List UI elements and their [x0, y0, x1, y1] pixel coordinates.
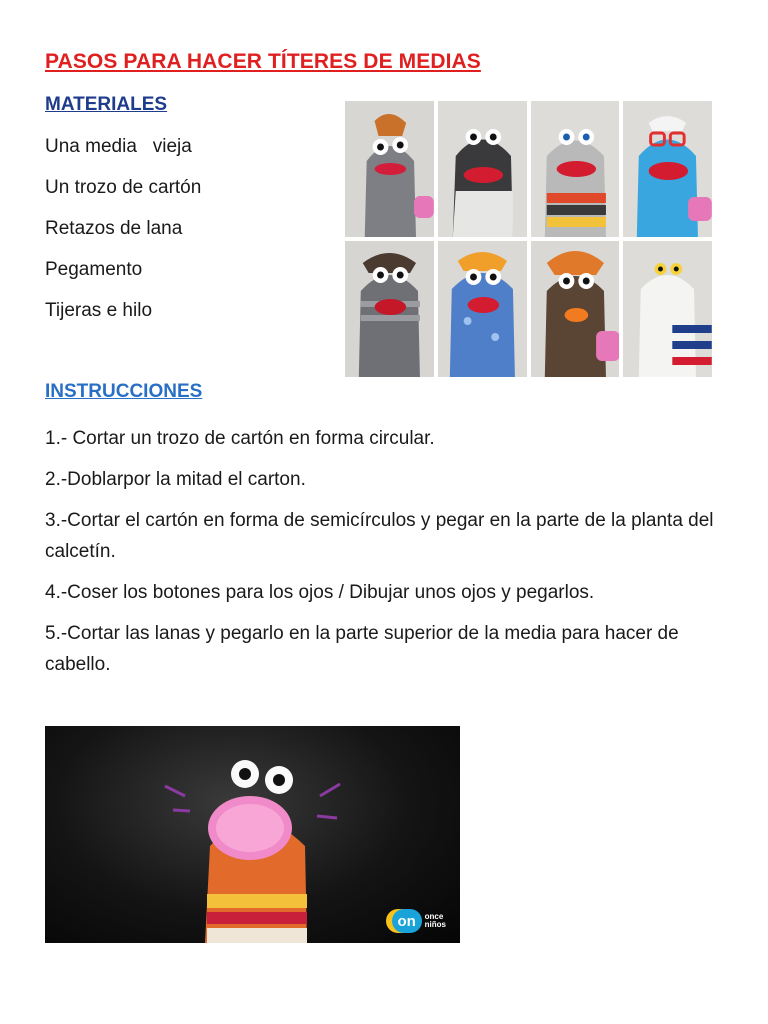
instruction-step: 5.-Cortar las lanas y pegarlo en la parte superior de la media para hacer de cabello.	[45, 623, 679, 675]
puppet-photo	[438, 241, 527, 377]
channel-logo-line1: once	[424, 912, 444, 921]
material-item: Pegamento	[45, 259, 143, 280]
material-item: Una media vieja	[45, 136, 192, 157]
material-item: Retazos de lana	[45, 218, 183, 239]
instruction-step: 2.-Doblarpor la mitad el carton.	[45, 469, 306, 490]
puppet-photo	[531, 241, 620, 377]
puppet-photo	[623, 241, 712, 377]
puppet-photo	[345, 241, 434, 377]
instructions-list	[45, 423, 725, 690]
material-item: Tijeras e hilo	[45, 300, 153, 321]
puppet-photo	[345, 101, 434, 237]
puppet-photo	[531, 101, 620, 237]
puppet-photo	[623, 101, 712, 237]
page-title: PASOS PARA HACER TÍTERES DE MEDIAS	[45, 50, 481, 73]
instruction-step: 3.-Cortar el cartón en forma de semicírculos y pegar en la parte de la planta del calcetín.	[45, 510, 714, 562]
instruction-step: 4.-Coser los botones para los ojos / Dibujar unos ojos y pegarlos.	[45, 582, 595, 603]
materials-heading: MATERIALES	[45, 94, 168, 115]
puppet-video-still	[45, 726, 460, 943]
materials-list	[45, 133, 201, 338]
puppet-photo-grid	[345, 101, 712, 377]
channel-logo	[392, 909, 446, 933]
instructions-heading: INSTRUCCIONES	[45, 381, 203, 402]
instruction-step: 1.- Cortar un trozo de cartón en forma circular.	[45, 428, 435, 449]
channel-logo-mark: on	[392, 909, 422, 933]
channel-logo-line2: niños	[424, 920, 446, 929]
puppet-photo	[438, 101, 527, 237]
material-item: Un trozo de cartón	[45, 177, 202, 198]
